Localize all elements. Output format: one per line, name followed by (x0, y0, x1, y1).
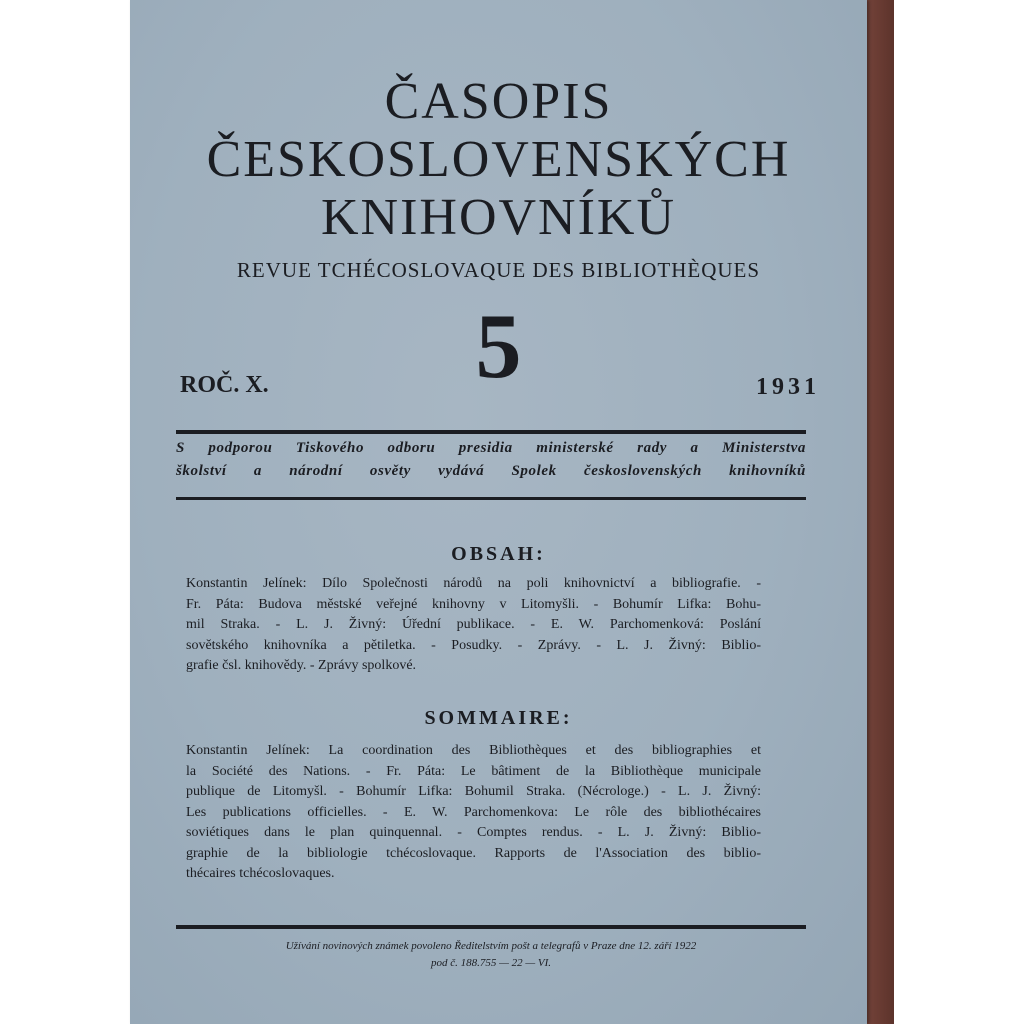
publisher-note (176, 437, 806, 483)
divider-top (176, 430, 806, 434)
publisher-line: S podporou Tiskového odboru presidia ministerské rady a Ministerstva (176, 440, 806, 456)
contents-line: mil Straka. - L. J. Živný: Úřední publikace. - E. W. Parchomenková: Poslání (186, 617, 761, 632)
contents-line: grafie čsl. knihovědy. - Zprávy spolkové. (186, 658, 417, 673)
sommaire-line: la Société des Nations. - Fr. Páta: Le bâtiment de la Bibliothèque municipale (186, 763, 761, 779)
footer-line: pod č. 188.755 — 22 — VI. (430, 957, 552, 969)
sommaire-list (186, 741, 761, 885)
title-line-1: ČASOPIS (384, 73, 613, 130)
postal-footer (176, 938, 806, 972)
issue-number: 5 (475, 295, 522, 397)
sommaire-line: thécaires tchécoslovaques. (186, 866, 335, 881)
sommaire-line: Les publications officielles. - E. W. Parchomenkova: Le rôle des bibliothécaires (186, 804, 761, 820)
sommaire-line: Konstantin Jelínek: La coordination des Bibliothèques et des bibliographies et (186, 743, 761, 758)
contents-heading: OBSAH: (451, 543, 546, 565)
title-line-2: ČESKOSLOVENSKÝCH (206, 131, 791, 188)
sommaire-line: soviétiques dans le plan quinquennal. - Comptes rendus. - L. J. Živný: Biblio- (186, 825, 761, 840)
contents-list (186, 574, 761, 677)
sommaire-line: publique de Litomyšl. - Bohumír Lifka: Bohumil Straka. (Nécrologe.) - L. J. Živný: (186, 784, 761, 799)
contents-line: sovětského knihovníka a pětiletka. - Posudky. - Zprávy. - L. J. Živný: Biblio- (186, 637, 761, 653)
contents-line: Konstantin Jelínek: Dílo Společnosti národů na poli knihovnictví a bibliografie. - (186, 576, 761, 591)
contents-line: Fr. Páta: Budova městské veřejné knihovny v Litomyšli. - Bohumír Lifka: Bohu- (186, 596, 761, 612)
journal-cover (130, 0, 867, 1024)
sommaire-line: graphie de la bibliologie tchécoslovaque. Rapports de l'Association des biblio- (186, 845, 761, 861)
subtitle: REVUE TCHÉCOSLOVAQUE DES BIBLIOTHÈQUES (236, 258, 761, 282)
divider-middle (176, 497, 806, 500)
publisher-line: školství a národní osvěty vydává Spolek československých knihovníků (176, 463, 806, 479)
publication-year: 1931 (756, 374, 820, 400)
volume-label: ROČ. X. (180, 372, 269, 398)
sommaire-heading: SOMMAIRE: (424, 707, 573, 729)
footer-line: Užívání novinových známek povoleno Ředitelstvím pošt a telegrafů v Praze dne 12. září 1922 (285, 940, 697, 952)
title-line-3: KNIHOVNÍKŮ (320, 189, 677, 246)
divider-bottom (176, 925, 806, 929)
